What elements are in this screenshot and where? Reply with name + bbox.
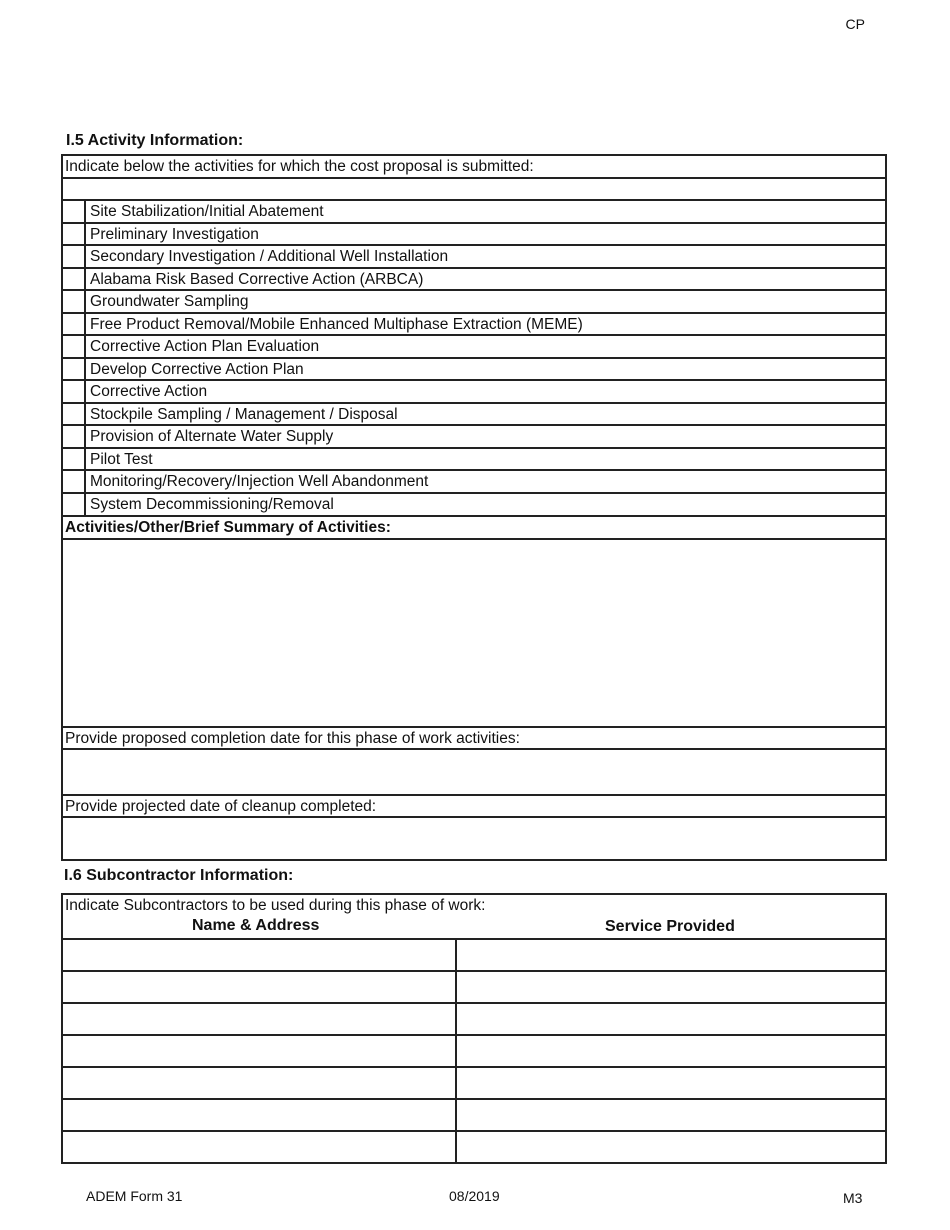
summary-input-area[interactable] <box>63 540 885 728</box>
activity-instruction: Indicate below the activities for which the cost proposal is submitted: <box>65 158 534 175</box>
activity-label: Pilot Test <box>90 450 153 468</box>
subcontractor-row <box>63 940 885 972</box>
service-cell[interactable] <box>457 1100 885 1130</box>
page-code: CP <box>845 16 865 32</box>
subcontractor-row <box>63 1004 885 1036</box>
activity-checkbox[interactable] <box>63 246 86 267</box>
activity-row <box>63 336 885 359</box>
blank-row <box>63 179 885 201</box>
activity-row <box>63 381 885 404</box>
activity-row <box>63 449 885 472</box>
subcontractor-header <box>63 895 885 940</box>
activity-label: Corrective Action Plan Evaluation <box>90 338 320 355</box>
service-cell[interactable] <box>457 972 885 1002</box>
activity-row <box>63 494 885 518</box>
name-address-cell[interactable] <box>63 1068 457 1098</box>
summary-label: Activities/Other/Brief Summary of Activities: <box>65 519 391 536</box>
activity-row <box>63 314 885 337</box>
completion-label-row <box>63 728 885 750</box>
activity-row <box>63 404 885 427</box>
cleanup-date-field[interactable] <box>63 818 885 859</box>
name-address-cell[interactable] <box>63 940 457 970</box>
activity-checkbox[interactable] <box>63 494 86 516</box>
column-header-name-address: Name & Address <box>192 917 320 934</box>
name-address-cell[interactable] <box>63 1036 457 1066</box>
activity-row <box>63 269 885 292</box>
section-16-title: I.6 Subcontractor Information: <box>64 867 294 884</box>
subcontractor-instruction: Indicate Subcontractors to be used during this phase of work: <box>65 897 486 914</box>
activity-checkbox[interactable] <box>63 404 86 425</box>
activity-checkbox[interactable] <box>63 426 86 447</box>
activity-checkbox[interactable] <box>63 269 86 290</box>
subcontractor-row <box>63 1068 885 1100</box>
activity-label: Develop Corrective Action Plan <box>90 360 304 378</box>
footer-form-name: ADEM Form 31 <box>86 1188 183 1204</box>
activity-checkbox[interactable] <box>63 224 86 245</box>
column-header-service: Service Provided <box>605 918 735 935</box>
activity-row <box>63 359 885 382</box>
footer-date: 08/2019 <box>449 1188 500 1204</box>
subcontractor-row <box>63 972 885 1004</box>
subcontractor-row <box>63 1036 885 1068</box>
activity-label: System Decommissioning/Removal <box>90 495 334 513</box>
activity-checkbox[interactable] <box>63 381 86 402</box>
activity-row <box>63 201 885 224</box>
subcontractor-table <box>61 893 887 1164</box>
service-cell[interactable] <box>457 940 885 970</box>
footer-page-code: M3 <box>843 1190 863 1206</box>
activity-row <box>63 471 885 494</box>
activity-table <box>61 154 887 861</box>
summary-label-row <box>63 517 885 540</box>
activity-checkbox[interactable] <box>63 449 86 470</box>
subcontractor-row <box>63 1132 885 1162</box>
service-cell[interactable] <box>457 1068 885 1098</box>
subcontractor-row <box>63 1100 885 1132</box>
activity-checkbox[interactable] <box>63 336 86 357</box>
name-address-cell[interactable] <box>63 1100 457 1130</box>
activity-checkbox[interactable] <box>63 471 86 492</box>
activity-label: Groundwater Sampling <box>90 293 249 310</box>
cleanup-date-label: Provide projected date of cleanup completed: <box>65 798 377 815</box>
cleanup-label-row <box>63 796 885 818</box>
activity-checkbox[interactable] <box>63 201 86 222</box>
activity-label: Site Stabilization/Initial Abatement <box>90 203 324 220</box>
activity-label: Alabama Risk Based Corrective Action (ARBCA) <box>90 270 424 288</box>
activity-row <box>63 246 885 269</box>
activity-instruction-row <box>63 156 885 179</box>
activity-checkbox[interactable] <box>63 314 86 335</box>
section-15-title: I.5 Activity Information: <box>66 132 244 149</box>
activity-row <box>63 291 885 314</box>
activity-label: Preliminary Investigation <box>90 225 259 243</box>
completion-date-field[interactable] <box>63 750 885 796</box>
activity-label: Free Product Removal/Mobile Enhanced Multiphase Extraction (MEME) <box>90 315 583 333</box>
name-address-cell[interactable] <box>63 972 457 1002</box>
activity-row <box>63 224 885 247</box>
completion-date-label: Provide proposed completion date for this phase of work activities: <box>65 730 520 747</box>
name-address-cell[interactable] <box>63 1004 457 1034</box>
activity-row <box>63 426 885 449</box>
activity-checkbox[interactable] <box>63 291 86 312</box>
service-cell[interactable] <box>457 1004 885 1034</box>
activity-label: Stockpile Sampling / Management / Disposal <box>90 405 398 423</box>
activity-label: Monitoring/Recovery/Injection Well Abandonment <box>90 473 429 490</box>
activity-label: Corrective Action <box>90 383 208 400</box>
service-cell[interactable] <box>457 1036 885 1066</box>
name-address-cell[interactable] <box>63 1132 457 1162</box>
activity-checkbox[interactable] <box>63 359 86 380</box>
service-cell[interactable] <box>457 1132 885 1162</box>
activity-label: Secondary Investigation / Additional Well Installation <box>90 248 449 265</box>
activity-label: Provision of Alternate Water Supply <box>90 428 334 445</box>
